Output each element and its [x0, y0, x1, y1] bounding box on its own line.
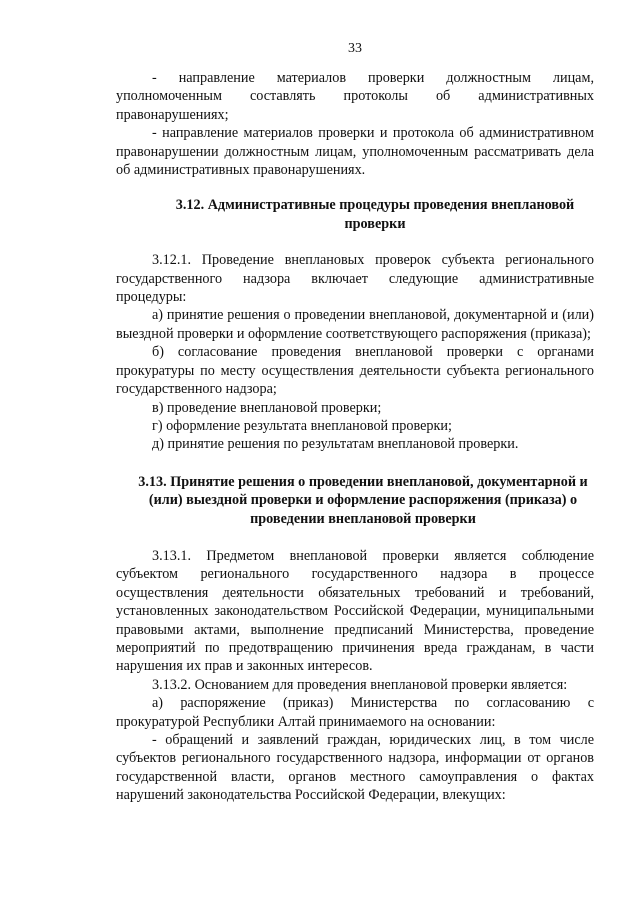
- document-body: [116, 69, 594, 805]
- list-item: - направление материалов проверки и протокола об административном правонарушении должностным лицам, уполномоченным рассматривать дела об административных правонарушениях.: [116, 125, 594, 179]
- list-item: д) принятие решения по результатам внеплановой проверки.: [152, 436, 519, 453]
- section-heading-3-12: 3.12. Административные процедуры проведения внеплановой проверки: [175, 197, 575, 232]
- list-item: а) распоряжение (приказ) Министерства по согласованию с прокуратурой Республики Алтай принимаемого на основании:: [116, 695, 594, 730]
- list-item: а) принятие решения о проведении внеплановой, документарной и (или) выездной проверки и оформление соответствующего распоряжения (приказа);: [116, 307, 594, 342]
- list-item: - обращений и заявлений граждан, юридических лиц, в том числе субъектов регионального государственного надзора, информации от органов государственной власти, органов местного самоуправления о фактах нарушений законодательства Российской Федерации, влекущих:: [116, 732, 594, 804]
- list-item: б) согласование проведения внеплановой проверки с органами прокуратуры по месту осуществления деятельности субъекта регионального государственного надзора;: [116, 344, 594, 398]
- section-heading-3-13: 3.13. Принятие решения о проведении внеплановой, документарной и (или) выездной проверки и оформление распоряжения (приказа) о проведении внеплановой проверки: [138, 473, 588, 527]
- page-number: 33: [348, 41, 362, 56]
- list-item: в) проведение внеплановой проверки;: [152, 399, 382, 416]
- list-item: - направление материалов проверки должностным лицам, уполномоченным составлять протоколы об административных правонарушениях;: [116, 70, 594, 123]
- paragraph-3-13-2: 3.13.2. Основанием для проведения внеплановой проверки является:: [152, 676, 568, 693]
- paragraph-3-13-1: 3.13.1. Предметом внеплановой проверки является соблюдение субъектом регионального государственного надзора в процессе осуществления деятельности обязательных требований и требований, установленных законодательством Российской Федерации, муниципальными правовыми актами, выполнение предписаний Министерства, проведение мероприятий по предотвращению причинения вреда гражданам, в части нарушения их прав и законных интересов.: [116, 547, 594, 675]
- list-item: г) оформление результата внеплановой проверки;: [152, 417, 452, 434]
- paragraph-3-12-1: 3.12.1. Проведение внеплановых проверок субъекта регионального государственного надзора включает следующие административные процедуры:: [116, 252, 594, 306]
